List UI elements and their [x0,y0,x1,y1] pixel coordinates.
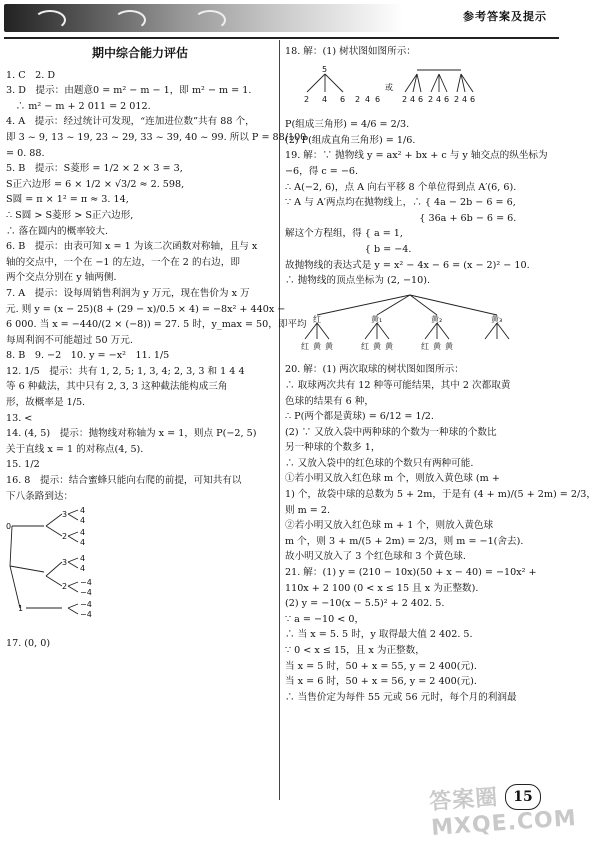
right-lines-a [285,117,557,289]
tree-node-label: 5 [322,64,328,74]
answer-line: 故小明又放入了 3 个红色球和 3 个黄色球. [285,551,466,563]
tree-leaf-label: 黄 [325,341,333,351]
answer-line: ②若小明又放入红色球 m + 1 个，则放入黄色球 [285,520,494,532]
answer-line: 色球的结果有 6 种， [285,395,374,407]
tree-node-label: 4 [322,94,328,104]
tree-node-label: 2 [62,532,68,542]
tree-node-label: 4 [80,528,86,538]
tree-node-label: 2 [402,94,408,104]
answer-line: 元. 则 y = (x − 25)(8 + (29 − x)/0.5 × 4) = −8x² + 440x − [6,303,286,315]
answer-line: 8. B 9. −2 10. y = −x² 11. 1/5 [6,350,170,362]
answer-line: (2) ∵ 又放入袋中两种球的个数为一种球的个数比 [285,426,497,438]
tree-leaf-label: 黄 [385,341,393,351]
answer-line: S圆 = π × 1² = π ≈ 3. 14, [6,194,129,206]
answer-line: 3. D 提示：由题意0 = m² − m − 1，即 m² − m = 1. [6,85,252,97]
page-number: 15 [505,784,541,810]
answer-line: ∴ 当售价定为每件 55 元或 56 元时，每个月的利润最 [285,691,517,703]
tree-node-label: 4 [80,564,86,574]
right-column [285,44,596,705]
answer-line: ∵ a = −10 < 0， [285,613,365,625]
tree-leaf-label: 黄 [445,341,453,351]
answer-line: 4. A 提示：经过统计可发现，“连加进位数”共有 88 个， [6,116,255,128]
header-rule [4,37,559,39]
answer-line: = 0. 88. [6,147,45,159]
header-title: 参考答案及提示 [463,10,547,23]
answer-line: 21. 解：(1) y = (210 − 10x)(50 + x − 40) = −10x² + [285,567,537,579]
left-lines [6,68,307,505]
answer-line: ∴ P(两个都是黄球) = 6/12 = 1/2. [285,411,434,423]
tree-node-label: 2 [62,582,68,592]
column-divider [279,40,280,800]
answer-line: m 个，则 3 + m/(5 + 2m) = 2/3，则 m = −1(舍去). [285,535,524,547]
tree-node-label: −4 [80,578,92,588]
tree-node-label: 3 [62,510,68,520]
tree-node-label: 3 [62,558,68,568]
swoosh-decoration [114,10,146,30]
answer-line: 20. 解：(1) 两次取球的树状图如图所示： [285,364,464,376]
tree-node-label: 6 [340,94,346,104]
answer-line: ∴ m² − m + 2 011 = 2 012. [6,100,151,112]
tree-node-label: 4 [410,94,416,104]
header-decoration [4,4,404,32]
answer-line: 5. B 提示：S菱形 = 1/2 × 2 × 3 = 3, [6,163,183,175]
answer-line: (2) y = −10(x − 5.5)² + 2 402. 5. [285,598,445,610]
answer-line: ①若小明又放入红色球 m 个，则放入黄色球 (m + [285,473,500,485]
tree-leaf-label: 黄 [373,341,381,351]
tree-node-label: 4 [436,94,442,104]
section-title: 期中综合能力评估 [91,46,188,60]
swoosh-decoration [194,10,226,30]
tree-node-label: 2 [355,94,361,104]
answer-line: 即 3 ~ 9, 13 ~ 19, 23 ~ 29, 33 ~ 39, 40 ~ 99. 所以 P = 88/100 [6,131,307,143]
bee-path-tree-diagram [6,506,166,628]
answer-line: (2) P(组成直角三角形) = 1/6. [285,134,416,146]
answer-line: ∴ 当 x = 5. 5 时，y 取得最大值 2 402. 5. [285,629,473,641]
answer-line: ∴ A(−2, 6)，点 A 向右平移 8 个单位得到点 A′(6, 6). [285,181,517,193]
swoosh-decoration [34,10,66,30]
answer-line: ∵ A 与 A′两点均在抛物线上，∴ { 4a − 2b − 6 = 6, [285,197,516,209]
answer-line: 轴的交点中，一个在 −1 的左边，一个在 2 的右边，即 [6,256,240,268]
tree-leaf-label: 红 [361,341,369,351]
answer-line: 6. B 提示：由表可知 x = 1 为该二次函数对称轴，且与 x [6,241,258,253]
tree-node-label: −4 [80,610,92,620]
answer-line: 12. 1/5 提示：共有 1, 2, 5; 1, 3, 4; 2, 3, 3 和 1 4 4 [6,365,245,377]
answer-q17: 17. (0, 0) [6,637,51,649]
answer-line: 1) 个，故袋中球的总数为 5 + 2m，于是有 (4 + m)/(5 + 2m) = 2/3， [285,489,596,501]
tree-node-label: 2 [454,94,460,104]
answer-line: 另一种球的个数多 1， [285,442,381,454]
answer-line: ∵ 0 < x ≤ 15，且 x 为正整数， [285,645,425,656]
answer-line: 下八条路到达： [6,490,74,502]
answer-line: 形，故概率是 1/5. [6,397,86,409]
tree-node-label: 黄₃ [491,314,503,324]
tree-node-label: 2 [428,94,434,104]
answer-line: 18. 解：(1) 树状图如图所示： [285,46,416,57]
tree-leaf-label: 黄 [433,341,441,351]
answer-line: 故抛物线的表达式是 y = x² − 4x − 6 = (x − 2)² − 10. [285,259,530,271]
answer-line: 7. A 提示：设每周销售利润为 y 万元，现在售价为 x 万 [6,287,250,299]
answer-line: 15. 1/2 [6,459,40,471]
tree-or-label: 或 [385,82,393,92]
answer-line: ∴ S圆 > S菱形 > S正六边形, [6,209,134,221]
answer-line: 6 000. 当 x = −440/(2 × (−8)) = 27. 5 时，y_max = 50，即平均 [6,319,307,331]
tree-node-label: 黄₂ [431,314,443,324]
tree-node-label: 4 [462,94,468,104]
tree-leaf-label: 黄 [313,341,321,351]
answer-line: 14. (4, 5) 提示：抛物线对称轴为 x = 1，则点 P(−2, 5) [6,428,257,440]
tree-diagram-q18 [285,62,485,110]
answer-line: 两个交点分别在 y 轴两侧. [6,272,117,284]
answer-line: 关于直线 x = 1 的对称点(4, 5). [6,443,144,455]
tree-diagram-q20 [285,291,535,355]
tree-node-label: 4 [80,506,86,516]
tree-leaf-label: 红 [301,341,309,351]
tree-leaf-label: 红 [421,341,429,351]
tree-node-label: 6 [418,94,424,104]
tree-node-label: 4 [365,94,371,104]
answer-line: 则 m = 2. [285,504,331,516]
left-column [6,44,307,651]
answer-line: 等 6 种截法，其中只有 2, 3, 3 这种截法能构成三角 [6,381,228,393]
right-lines-b [285,362,596,705]
tree-node-label: 红 [313,314,321,324]
answer-line: P(组成三角形) = 4/6 = 2/3. [285,119,410,131]
tree-node-label: 4 [80,516,86,526]
tree-node-label: 1 [18,604,24,614]
tree-node-label: 6 [470,94,476,104]
answer-line: 当 x = 5 时，50 + x = 55, y = 2 400(元). [285,660,477,672]
answer-line: ∴ 抛物线的顶点坐标为 (2, −10). [285,275,431,287]
answer-line: 1. C 2. D [6,69,56,81]
answer-line: 13. < [6,412,33,424]
answer-line: 16. 8 提示：结合蜜蜂只能向右爬的前提，可知共有以 [6,475,242,487]
tree-node-label: 4 [80,538,86,548]
answer-line: { b = −4. [285,243,412,255]
answer-line: ∴ 落在圆内的概率较大. [6,225,109,237]
watermark: 答案圈 MXQE.COM [428,785,578,841]
answer-line: { 36a + 6b − 6 = 6. [285,212,517,224]
tree-node-label: 2 [304,94,310,104]
answer-line: 解这个方程组，得 { a = 1, [285,228,403,240]
tree-node-label: −4 [80,588,92,598]
tree-node-label: 0 [6,522,12,532]
page-header [0,0,563,38]
answer-line: S正六边形 = 6 × 1/2 × √3/2 ≈ 2. 598, [6,178,185,190]
tree-node-label: 4 [80,554,86,564]
answer-line: ∴ 取球两次共有 12 种等可能结果，其中 2 次都取黄 [285,379,511,391]
tree-node-label: 黄₁ [371,314,383,324]
answer-line: 110x + 2 100 (0 < x ≤ 15 且 x 为正整数). [285,582,479,594]
answer-line: 每周利润不可能超过 50 万元. [6,334,133,346]
tree-node-label: 6 [375,94,381,104]
answer-line: ∴ 又放入袋中的红色球的个数只有两种可能. [285,457,474,469]
answer-line: 19. 解：∵ 抛物线 y = ax² + bx + c 与 y 轴交点的纵坐标为 [285,150,548,162]
tree-node-label: 6 [444,94,450,104]
answer-line: −6，得 c = −6. [285,165,359,177]
tree-node-label: −4 [80,600,92,610]
answer-line: 当 x = 6 时，50 + x = 56, y = 2 400(元). [285,676,477,688]
